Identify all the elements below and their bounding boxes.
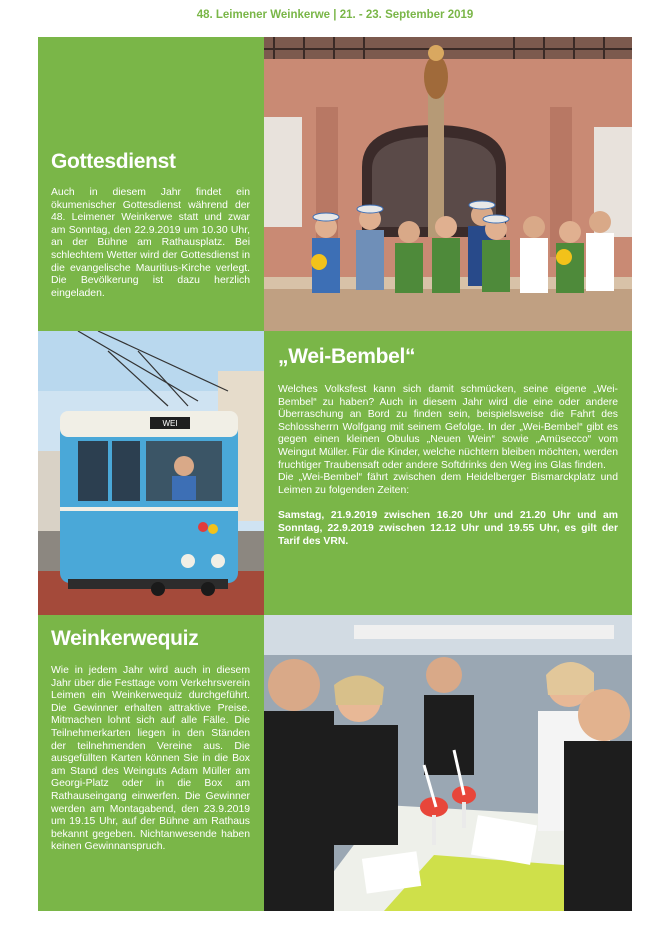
gottesdienst-block: [38, 37, 264, 331]
quiz-body: Wie in jedem Jahr wird auch in diesem Jahr über die Festtage vom Verkehrsverein Leimen ein Weinkerwequiz durchgeführt. Die Gewinner erhalten attraktive Preise. Mitmachen lohnt sich auf alle Fälle. Die Teilnehmerkarten liegen in den Ständen der teilnehmenden Vereine aus. Die ausgefüllten Karten können Sie in die Box am Stand des Weinguts Adam Müller am Georgi-Platz oder in die Box am Rathauseingang einwerfen. Die Gewinner werden am Montagabend, den 23.9.2019 um 19.15 Uhr, auf der Bühne am Rathaus bekannt gegeben. Nichtanwesende haben keinen Gewinnanspruch.: [51, 665, 250, 853]
wei-bembel-title: „Wei-Bembel“: [278, 345, 416, 368]
wei-bembel-block: [264, 331, 632, 615]
quiz-title: Weinkerwequiz: [51, 627, 199, 650]
tram-photo: [38, 331, 264, 615]
tram-destination-sign: WEI: [162, 419, 178, 428]
gottesdienst-title: Gottesdienst: [51, 150, 176, 173]
quiz-participants-photo: [264, 615, 632, 911]
page-header: 48. Leimener Weinkerwe | 21. - 23. September 2019: [196, 9, 474, 21]
quiz-block: [38, 615, 264, 911]
wei-bembel-times: Samstag, 21.9.2019 zwischen 16.20 Uhr und 21.20 Uhr und am Sonntag, 22.9.2019 zwischen 12.12 Uhr und 19.55 Uhr, es gilt der Tarif des VRN.: [278, 510, 618, 547]
wei-bembel-body: Welches Volksfest kann sich damit schmücken, seine eigene „Wei-Bembel“ zu haben? Auch in diesem Jahr wird die eine oder andere Überraschung an Bord zu finden sein, beispielsweise die Fahrt des Schlossherrn Wolfgang mit seinem Gefolge. In der „Wei-Bembel“ gibt es gegen einen kleinen Obulus „Neuen Wein“ sowie „Amüsecco“ vom Weingut Müller. Für die Kinder, welche nüchtern bleiben möchten, werden fruchtiger Traubensaft oder andere Softdrinks den Weg ins Glas finden.: [278, 384, 618, 471]
gottesdienst-body: Auch in diesem Jahr findet ein ökumenischer Gottesdienst während der 48. Leimener Weinkerwe statt und zwar am Sonntag, den 22.9.2019 um 10.30 Uhr, an der Bühne am Rathausplatz. Bei schlechtem Wetter wird der Gottesdienst in die evangelische Mauritius-Kirche verlegt. Die Bevölkerung ist dazu herzlich eingeladen.: [51, 187, 250, 299]
town-hall-group-photo: [264, 37, 632, 331]
wei-bembel-route: Die „Wei-Bembel“ fährt zwischen dem Heidelberger Bismarckplatz und Leimen zu folgenden Zeiten:: [278, 472, 618, 496]
